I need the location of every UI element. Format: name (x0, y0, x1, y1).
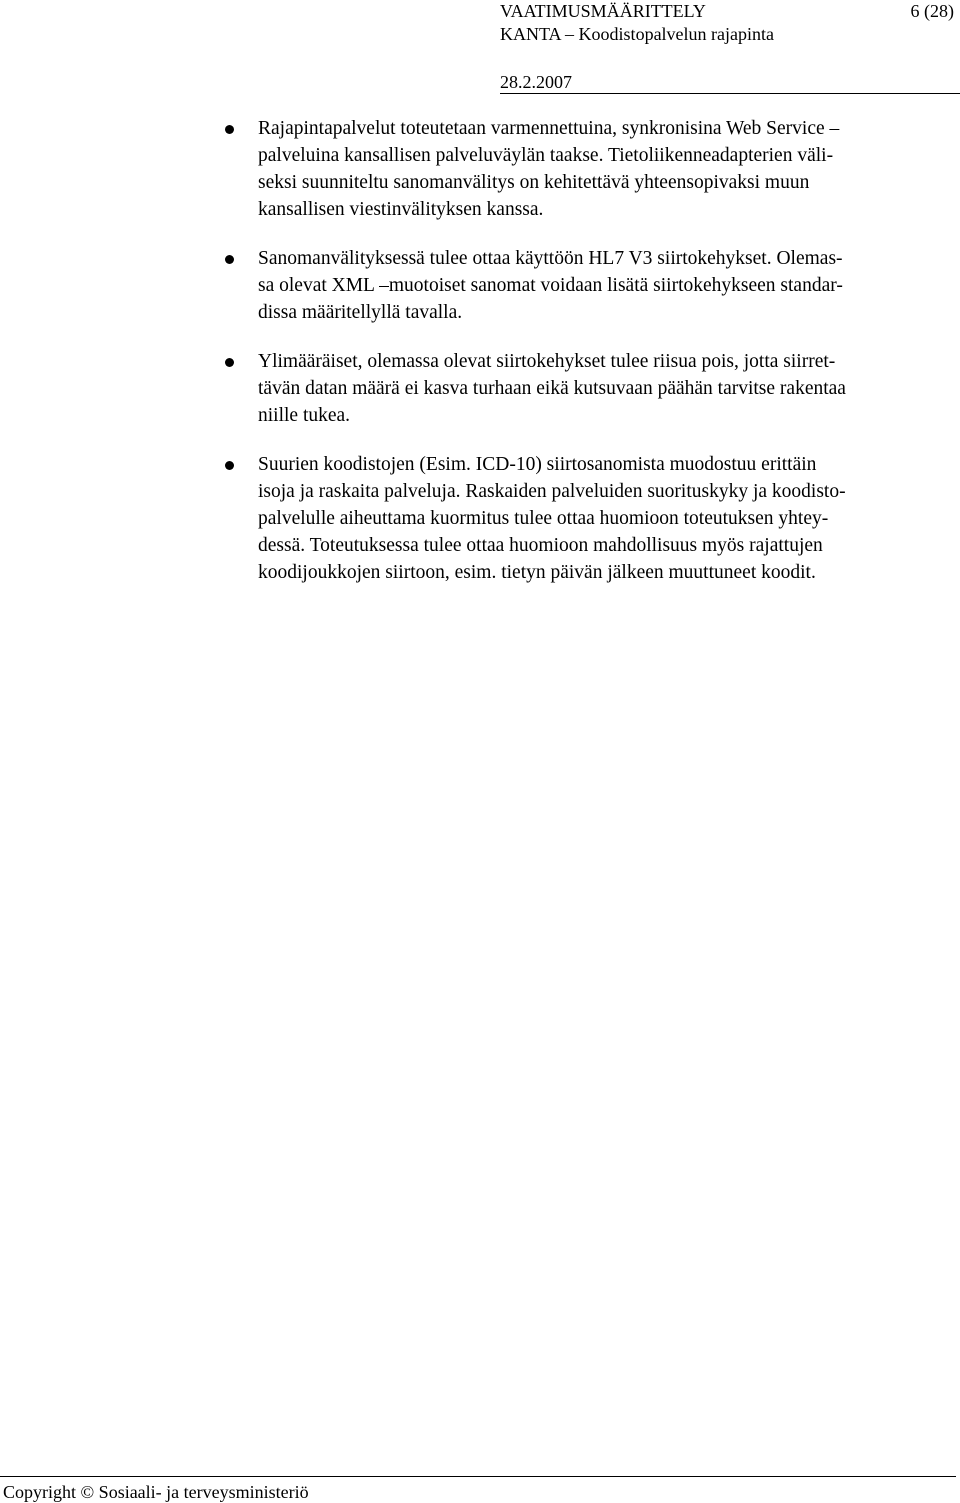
document-title: VAATIMUSMÄÄRITTELY (500, 1, 706, 21)
list-item (0, 451, 954, 586)
document-subtitle: KANTA – Koodistopalvelun rajapinta (500, 24, 775, 44)
list-item-text: Sanomanvälityksessä tulee ottaa käyttöön HL7 V3 siirtokehykset. Olemas- sa olevat XML –muotoiset sanomat voidaan lisätä siirtokehykseen standar- dissa määritellyllä tavalla. (258, 248, 843, 323)
list-item (0, 245, 954, 326)
list-item (0, 115, 954, 223)
list-item-text: Ylimääräiset, olemassa olevat siirtokehykset tulee riisua pois, jotta siirret- tävän datan määrä ei kasva turhaan eikä kutsuvaan päähän tarvitse rakentaa niille tukea. (258, 351, 846, 426)
bullet-icon (225, 358, 234, 367)
list-item-text: Suurien koodistojen (Esim. ICD-10) siirtosanomista muodostuu erittäin isoja ja raskaita palveluja. Raskaiden palveluiden suorituskyky ja koodisto- palvelulle aiheuttama kuormitus tulee ottaa huomioon toteutuksen yhtey- dessä. Toteutuksessa tulee ottaa huomioon mahdollisuus myös rajattujen koodijoukkojen siirtoon, esim. tietyn päivän jälkeen muuttuneet koodit. (258, 454, 846, 583)
list-item-text: Rajapintapalvelut toteutetaan varmennettuina, synkronisina Web Service – palveluina kansallisen palveluväylän taakse. Tietoliikenneadapterien väli- seksi suunniteltu sanomanvälitys on kehitettävä yhteensopivaksi muun kansallisen viestinvälityksen kanssa. (258, 118, 840, 220)
bullet-icon (225, 125, 234, 134)
footer-divider (0, 1476, 956, 1477)
page-number: 6 (28) (910, 1, 954, 21)
list-item (0, 348, 954, 429)
bullet-icon (225, 461, 234, 470)
page-footer (0, 1476, 956, 1503)
page-header (500, 0, 960, 96)
header-divider (500, 93, 960, 94)
bullet-icon (225, 255, 234, 264)
document-date: 28.2.2007 (500, 72, 572, 92)
bullet-list (0, 115, 960, 608)
copyright-notice: Copyright © Sosiaali- ja terveysministeriö (3, 1482, 309, 1502)
